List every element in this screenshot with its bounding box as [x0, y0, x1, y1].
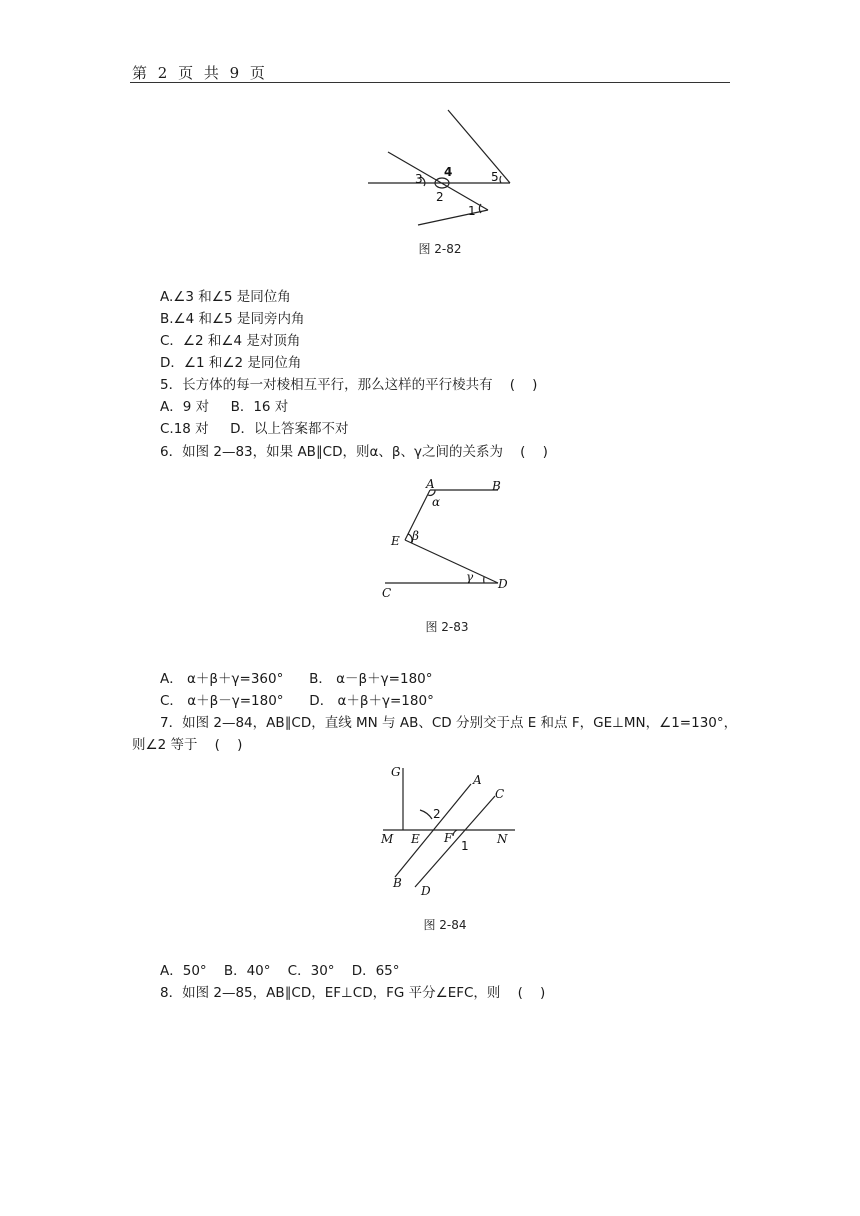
fig84-label-n: N — [497, 832, 508, 846]
fig82-label-4: 4 — [444, 165, 453, 179]
fig84-label-b: B — [393, 876, 402, 890]
q4-option-b: B.∠4 和∠5 是同旁内角 — [160, 311, 305, 327]
fig84-label-a: A — [473, 773, 482, 787]
question-7: 7．如图 2—84，AB∥CD，直线 MN 与 AB、CD 分别交于点 E 和点 F，GE⊥MN，∠1=130°， — [160, 715, 738, 731]
fig84-label-1: 1 — [461, 839, 469, 853]
fig82-label-3: 3 — [415, 172, 423, 186]
page-header: 第 2 页 共 9 页 — [132, 64, 268, 82]
fig84-label-f: F — [444, 831, 453, 845]
fig83-label-a: A — [426, 477, 435, 491]
figure-2-84 — [375, 762, 520, 900]
header-divider — [130, 82, 730, 83]
figure-2-84-caption: 图 2-84 — [423, 918, 467, 932]
fig84-label-m: M — [381, 832, 394, 846]
figure-2-84-drawing — [375, 762, 520, 900]
q6-options-cd: C． α＋β－γ=180° D． α＋β＋γ=180° — [160, 693, 434, 709]
q5-options-ab: A．9 对 B．16 对 — [160, 399, 289, 415]
figure-2-83 — [380, 470, 530, 605]
q6-options-ab: A． α＋β＋γ=360° B． α－β＋γ=180° — [160, 671, 433, 687]
figure-2-83-caption: 图 2-83 — [425, 620, 469, 634]
question-7-continued: 则∠2 等于 ( ) — [132, 737, 243, 753]
q5-options-cd: C.18 对 D．以上答案都不对 — [160, 421, 349, 437]
fig84-label-c: C — [495, 787, 505, 801]
figure-2-83-drawing — [380, 470, 530, 605]
fig84-label-d: D — [421, 884, 431, 898]
fig82-label-2: 2 — [436, 190, 444, 204]
figure-2-82 — [360, 100, 530, 230]
fig83-label-c: C — [382, 586, 392, 600]
fig83-label-beta: β — [412, 529, 419, 543]
fig83-label-d: D — [498, 577, 508, 591]
question-6: 6．如图 2—83，如果 AB∥CD，则α、β、γ之间的关系为 ( ) — [160, 444, 548, 460]
q4-option-d: D．∠1 和∠2 是同位角 — [160, 355, 302, 371]
q4-option-c: C．∠2 和∠4 是对顶角 — [160, 333, 301, 349]
fig83-label-e: E — [391, 534, 400, 548]
fig83-label-gamma: γ — [466, 570, 474, 584]
question-5: 5．长方体的每一对棱相互平行，那么这样的平行棱共有 ( ) — [160, 377, 538, 393]
fig83-label-alpha: α — [432, 495, 441, 509]
figure-2-82-drawing — [360, 100, 530, 230]
q4-option-a: A.∠3 和∠5 是同位角 — [160, 289, 291, 305]
fig84-label-2: 2 — [433, 807, 441, 821]
question-8: 8．如图 2—85，AB∥CD，EF⊥CD，FG 平分∠EFC，则 ( ) — [160, 985, 546, 1001]
fig82-label-1: 1 — [468, 204, 476, 218]
fig82-label-5: 5 — [491, 170, 499, 184]
fig83-label-b: B — [492, 479, 501, 493]
fig84-label-e: E — [411, 832, 420, 846]
figure-2-82-caption: 图 2-82 — [418, 242, 462, 256]
q7-options: A．50° B．40° C．30° D．65° — [160, 963, 400, 979]
fig84-label-g: G — [391, 765, 401, 779]
